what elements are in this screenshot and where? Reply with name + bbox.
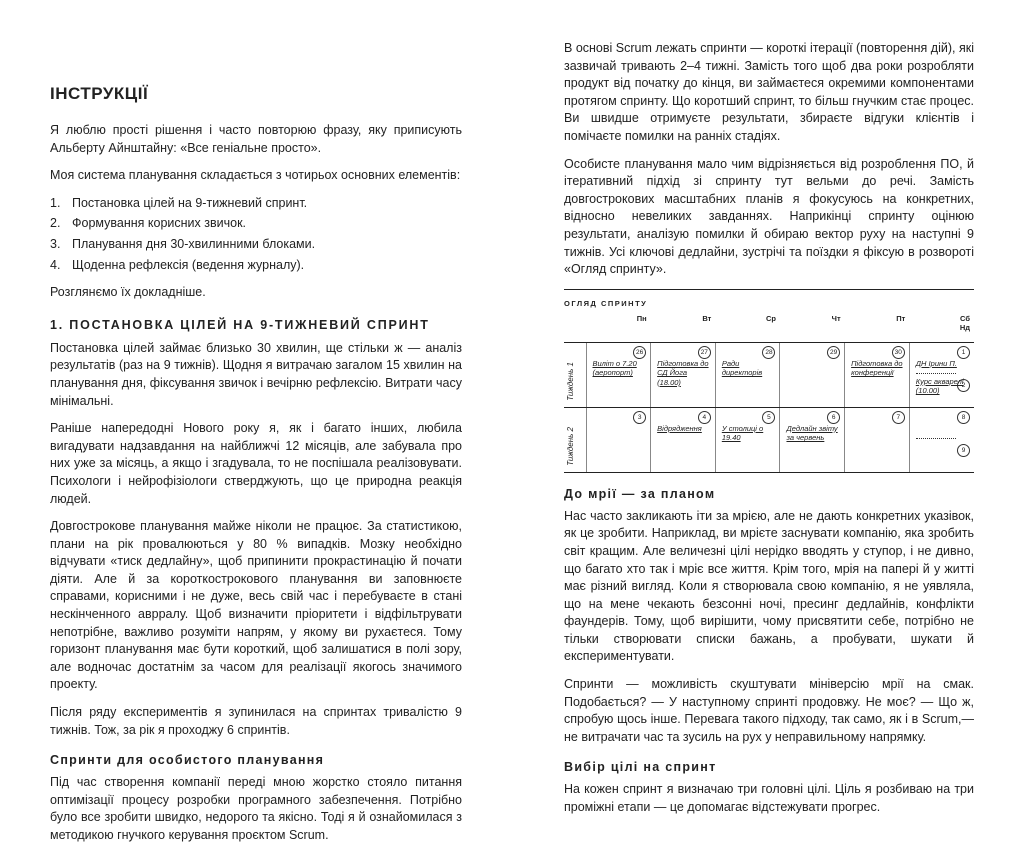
paragraph: В основі Scrum лежать спринти — короткі ітерації (повторення дій), які зазвичай тривають 2–4 тижні. Замість того щоб два роки розробляти продукт від початку до кінця, ви займаєтеся окремими компонентами протягом спринту. Що коротший спринт, то більш гнучким стає процес. Ви швидше отримуєте результати, збираєте відгуки клієнтів і помічаєте помилки на ранніх стадіях. xyxy=(564,41,974,143)
list-number: 1. xyxy=(50,195,61,210)
day-cell xyxy=(651,407,716,472)
date-number: 3 xyxy=(633,411,646,424)
paragraph: Раніше напередодні Нового року я, як і багато інших, любила вигадувати надзавдання на найближчі 12 місяців, але забувала про них уже за місяць, а якщо і згадувала, то не поспішала реалізовувати. Психологи і нейрофізіологи стверджують, що це природна реакція людей. xyxy=(50,421,462,506)
date-number: 29 xyxy=(827,346,840,359)
sprint-overview xyxy=(564,289,974,473)
left-column xyxy=(50,84,462,855)
date-number: 27 xyxy=(698,346,711,359)
day-header: Вт xyxy=(651,312,716,343)
day-cell xyxy=(715,407,780,472)
date-number: 6 xyxy=(827,411,840,424)
corner-cell xyxy=(564,312,586,343)
event-note: Курс акварелі (10.00) xyxy=(915,376,964,396)
list-text: Постановка цілей на 9-тижневий спринт. xyxy=(72,195,308,210)
event-note: У столиці о 19.40 xyxy=(721,423,764,443)
paragraph: Довгострокове планування майже ніколи не працює. За статистикою, плани на рік провалюються у 80 % випадків. Мозку необхідно відчувати «тиск дедлайну», щоб припинити прокрастинацію й почати діяти. Але й за короткострокового планування ви заповнюєте справами, корисними і не дуже, весь свій час і перебуваєте в стані нескінченного аврралу. Щоб визначити пріоритети і відфільтрувати непотрібне, важливо розуміти напрям, у якому ви рухаєтеся. Тому горизонт планування має бути короткий, щоб залишатися в полі зору, але водночас достатнім за часом для реалізації якогось значимого проекту. xyxy=(50,519,462,692)
paragraph: Розглянємо їх докладніше. xyxy=(50,285,206,300)
date-number: 2 xyxy=(957,379,970,392)
right-column xyxy=(564,40,974,827)
list-number: 2. xyxy=(50,216,61,231)
day-header: Чт xyxy=(780,312,845,343)
day-cell xyxy=(845,407,910,472)
list-item xyxy=(50,236,462,254)
event-note: Виліт о 7.20 (аеропорт) xyxy=(592,358,637,378)
paragraph: Після ряду експериментів я зупинилася на спринтах тривалістю 9 тижнів. Тож, за рік я проходжу 6 спринтів. xyxy=(50,705,462,737)
event-note: Відрядження xyxy=(657,423,702,433)
day-cell xyxy=(651,342,716,407)
sprint-table xyxy=(564,312,974,473)
date-number: 4 xyxy=(698,411,711,424)
week-label: Тиждень 2 xyxy=(566,426,575,466)
date-number: 7 xyxy=(892,411,905,424)
list-item xyxy=(50,195,462,213)
week-label: Тиждень 1 xyxy=(566,361,575,401)
day-cell xyxy=(586,407,651,472)
subsection-heading: Спринти для особистого планування xyxy=(50,753,325,768)
date-number: 8 xyxy=(957,411,970,424)
subsection-heading: Вибір цілі на спринт xyxy=(564,760,717,775)
dotted-divider xyxy=(916,438,956,439)
left-page xyxy=(0,0,512,842)
event-note: ДН Ірини П. xyxy=(915,358,957,368)
sprint-table-title: ОГЛЯД СПРИНТУ xyxy=(564,289,974,308)
day-header: Ср xyxy=(715,312,780,343)
week-label-cell xyxy=(564,342,586,407)
paragraph: Я люблю прості рішення і часто повторюю фразу, яку приписують Альберту Айнштайну: «Все геніальне просто». xyxy=(50,123,462,155)
day-header xyxy=(909,312,974,343)
paragraph: Постановка цілей займає близько 30 хвилин, ще стільки ж — аналіз результатів (раз на 9 тижнів). Щодня я витрачаю загалом 15 хвилин на планування дня, фіксування звичок і вечірню рефлексію. Витрати часу мінімальні. xyxy=(50,340,462,408)
day-label-sat: Сб xyxy=(960,313,970,323)
day-cell xyxy=(780,407,845,472)
week-row xyxy=(564,407,974,472)
paragraph: Під час створення компанії переді мною жорстко стояло питання оптимізації процесу розробки програмного забезпечення. Потрібно було все зробити швидко, недорого та якісно. Тоді я й ознайомилася з методикою гнучкого керування проєктом Scrum. xyxy=(50,775,462,842)
date-number: 5 xyxy=(762,411,775,424)
list-text: Формування корисних звичок. xyxy=(72,216,247,231)
page-title: ІНСТРУКЦІЇ xyxy=(50,84,149,103)
elements-list xyxy=(50,195,462,274)
day-header: Пн xyxy=(586,312,651,343)
day-header: Пт xyxy=(845,312,910,343)
section-heading: 1. ПОСТАНОВКА ЦІЛЕЙ НА 9-ТИЖНЕВИЙ СПРИНТ xyxy=(50,317,430,332)
date-number: 28 xyxy=(762,346,775,359)
week-label-cell xyxy=(564,407,586,472)
dotted-divider xyxy=(916,373,956,374)
paragraph: Особисте планування мало чим відрізняється від розроблення ПО, й ітеративний підхід зі спринту тут вельми до речі. Замість довгострокових масштабних планів я фокусуюсь на конкретних, відносно невеликих завданнях. Наприкінці спринту оцінюю результати, аналізую помилки й обираю вектор руху на наступні 9 тижнів. Усі ключові дедлайни, зустрічі та поїздки я фіксую в розвороті «Огляд спринту». xyxy=(564,156,974,277)
paragraph: Спринти — можливість скуштувати мініверсію мрії на смак. Подобається? — У наступному спринті продовжу. Не моє? — Що ж, спробую щось інше. Перевага такого підходу, так само, як і в Scrum,— не витрачати час та зусиль на рух у неправильному напрямку. xyxy=(564,677,974,744)
day-cell xyxy=(586,342,651,407)
paragraph: Нас часто закликають іти за мрією, але не дають конкретних указівок, як це зробити. Наприклад, ви мрієте заснувати компанію, яка зробить світ кращим. Але величезні цілі нерідко вводять у ступор, і не дивно, що багато хто так і мріє все життя. Крім того, мрія на папері й у житті має різний вигляд. Коли я створювала свою компанію, я не уявляла, що на мене чекають безсонні ночі, пресинг дедлайнів, конфлікти фаундерів. Тому, щоб вирішити, чому присвятити себе, потрібно не тільки створювати списки бажань, а пробувати, шукати й експериментувати. xyxy=(564,508,974,664)
event-note: Ради директорів xyxy=(721,358,763,378)
list-number: 3. xyxy=(50,236,61,251)
list-text: Щоденна рефлексія (ведення журналу). xyxy=(72,257,305,272)
date-number: 26 xyxy=(633,346,646,359)
event-note: Дедлайн звіту за червень xyxy=(786,423,838,443)
day-cell xyxy=(845,342,910,407)
day-cell xyxy=(715,342,780,407)
day-cell xyxy=(780,342,845,407)
weekend-cell xyxy=(909,407,974,472)
list-item xyxy=(50,215,462,233)
list-number: 4. xyxy=(50,257,61,272)
list-text: Планування дня 30-хвилинними блоками. xyxy=(72,236,316,251)
date-number: 9 xyxy=(957,444,970,457)
weekend-cell xyxy=(909,342,974,407)
paragraph: Моя система планування складається з чотирьох основних елементів: xyxy=(50,168,461,183)
date-number: 30 xyxy=(892,346,905,359)
event-note: Підготовка до СД Йога (18.00) xyxy=(657,358,709,387)
paragraph: На кожен спринт я визначаю три головні цілі. Ціль я розбиваю на три проміжні етапи — це допомагає відстежувати прогрес. xyxy=(564,782,974,815)
week-row xyxy=(564,342,974,407)
event-note: Підготовка до конференції xyxy=(851,358,903,378)
date-number: 1 xyxy=(957,346,970,359)
right-page xyxy=(512,0,1024,815)
day-label-sun: Нд xyxy=(959,322,970,332)
list-item xyxy=(50,257,462,275)
subsection-heading: До мрії — за планом xyxy=(564,486,716,501)
